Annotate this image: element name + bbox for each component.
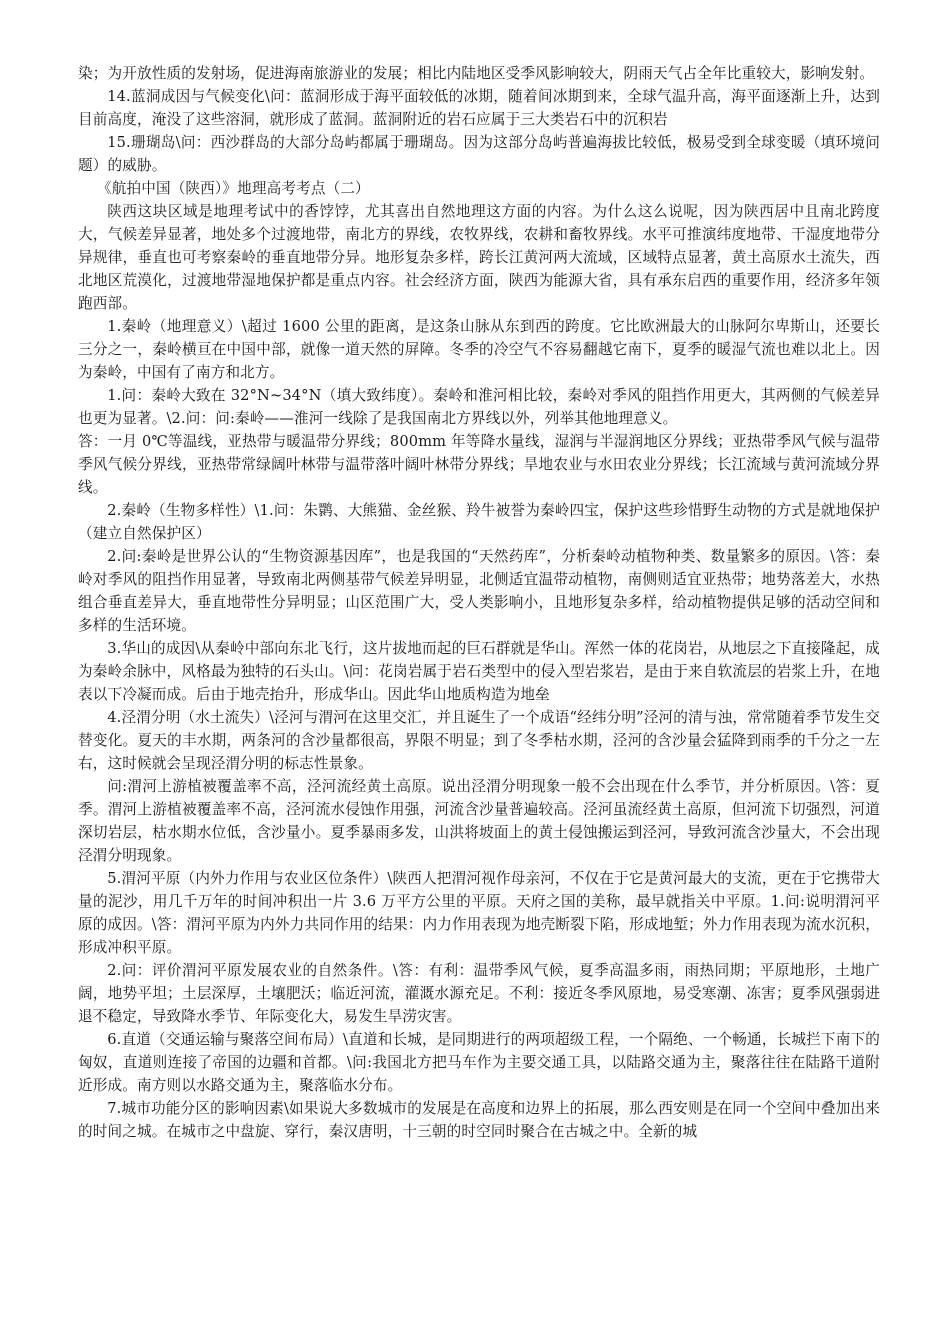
paragraph-weihe-agriculture: 2.问：评价渭河平原发展农业的自然条件。\答：有利：温带季风气候，夏季高温多雨，雨热同期；平原地形，土地广阔，地势平坦；土层深厚，土壤肥沃；临近河流，灌溉水源充足。不利：接近冬季风原地，易受寒潮、冻害；夏季风强弱进退不稳定，导致降水季节、年际变化大，易发生旱涝灾害。	[78, 962, 880, 1025]
paragraph-weihe-plain: 5.渭河平原（内外力作用与农业区位条件）\陕西人把渭河视作母亲河，不仅在于它是黄河最大的支流，更在于它携带大量的泥沙，用几千万年的时间冲积出一片 3.6 万平方公里的平原。天府之国的美称，最早就指关中平原。1.问:说明渭河平原的成因。\答：渭河平原为内外力共同作用的结果：内力作用表现为地壳断裂下陷，形成地堑；外力作用表现为流水沉积，形成冲积平原。	[78, 870, 880, 956]
paragraph-blue-hole: 14.蓝洞成因与气候变化\问：蓝洞形成于海平面较低的冰期，随着间冰期到来，全球气温升高，海平面逐渐上升，达到目前高度，淹没了这些溶洞，就形成了蓝洞。蓝洞附近的岩石应属于三大类岩石中的沉积岩	[78, 88, 880, 128]
section-title-shaanxi: 《航拍中国（陕西）》地理高考考点（二）	[96, 180, 370, 197]
paragraph-shaanxi-intro: 陕西这块区域是地理考试中的香饽饽，尤其喜出自然地理这方面的内容。为什么这么说呢，因为陕西居中且南北跨度大，气候差异显著，地处多个过渡地带，南北方的界线，农牧界线，农耕和畜牧界线。水平可推演纬度地带、干湿度地带分异规律，垂直也可考察秦岭的垂直地带分异。地形复杂多样，跨长江黄河两大流域，区域特点显著，黄土高原水土流失，西北地区荒漠化，过渡地带湿地保护都是重点内容。社会经济方面，陕西为能源大省，具有承东启西的重要作用，经济多年领跑西部。	[78, 203, 880, 312]
paragraph-zhidao-road: 6.直道（交通运输与聚落空间布局）\直道和长城，是同期进行的两项超级工程，一个隔绝、一个畅通，长城拦下南下的匈奴，直道则连接了帝国的边疆和首都。\问:我国北方把马车作为主要交通工具，以陆路交通为主，聚落往往在陆路干道附近形成。南方则以水路交通为主，聚落临水分布。	[78, 1031, 880, 1094]
paragraph-qinling-latitude-question: 1.问：秦岭大致在 32°N~34°N（填大致纬度）。秦岭和淮河相比较，秦岭对季风的阻挡作用更大，其两侧的气候差异也更为显著。\2.问：问:秦岭——淮河一线除了是我国南北方界线以外，列举其他地理意义。	[78, 387, 880, 427]
paragraph-qinling-answer: 答：一月 0℃等温线，亚热带与暖温带分界线；800mm 年等降水量线，湿润与半湿润地区分界线；亚热带季风气候与温带季风气候分界线，亚热带常绿阔叶林带与温带落叶阔叶林带分界线；旱地农业与水田农业分界线；长江流域与黄河流域分界线。	[78, 433, 880, 496]
paragraph-jing-wei-question: 问:渭河上游植被覆盖率不高，泾河流经黄土高原。说出泾渭分明现象一般不会出现在什么季节，并分析原因。\答：夏季。渭河上游植被覆盖率不高，泾河流水侵蚀作用强，河流含沙量普遍较高。泾河虽流经黄土高原，但河流下切强烈，河道深切岩层，枯水期水位低，含沙量小。夏季暴雨多发，山洪将坡面上的黄土侵蚀搬运到泾河，导致河流含沙量大，不会出现泾渭分明现象。	[78, 778, 880, 864]
paragraph-huashan-formation: 3.华山的成因\从秦岭中部向东北飞行，这片拔地而起的巨石群就是华山。浑然一体的花岗岩，从地层之下直接隆起，成为秦岭余脉中，风格最为独特的石头山。\问：花岗岩属于岩石类型中的侵入型岩浆岩，是由于来自软流层的岩浆上升，在地表以下冷凝而成。后由于地壳抬升，形成华山。因此华山地质构造为地垒	[78, 640, 880, 703]
paragraph-gene-bank-question: 2.问:秦岭是世界公认的“生物资源基因库”，也是我国的“天然药库”，分析秦岭动植物种类、数量繁多的原因。\答：秦岭对季风的阻挡作用显著，导致南北两侧基带气候差异明显，北侧适宜温带动植物，南侧则适宜亚热带；地势落差大，水热组合垂直差异大，垂直地带性分异明显；山区范围广大，受人类影响小，且地形复杂多样，给动植物提供足够的活动空间和多样的生活环境。	[78, 548, 880, 634]
paragraph-city-zoning: 7.城市功能分区的影响因素\如果说大多数城市的发展是在高度和边界上的拓展，那么西安则是在同一个空间中叠加出来的时间之城。在城市之中盘旋、穿行，秦汉唐明，十三朝的时空同时聚合在古城之中。全新的城	[78, 1100, 880, 1140]
document-page	[78, 62, 880, 1143]
paragraph-jing-wei-rivers: 4.泾渭分明（水土流失）\泾河与渭河在这里交汇，并且诞生了一个成语“经纬分明”泾河的清与浊，常常随着季节发生交替变化。夏天的丰水期，两条河的含沙量都很高，界限不明显；到了冬季枯水期，泾河的含沙量会猛降到雨季的千分之一左右，这时候就会呈现泾渭分明的标志性景象。	[78, 709, 880, 772]
paragraph-coral-island: 15.珊瑚岛\问：西沙群岛的大部分岛屿都属于珊瑚岛。因为这部分岛屿普遍海拔比较低，极易受到全球变暖（填环境问题）的威胁。	[78, 134, 880, 174]
paragraph-launch-site-end: 染；为开放性质的发射场，促进海南旅游业的发展；相比内陆地区受季风影响较大，阴雨天气占全年比重较大，影响发射。	[78, 65, 875, 82]
paragraph-qinling-biodiversity: 2.秦岭（生物多样性）\1.问：朱鹮、大熊猫、金丝猴、羚牛被誉为秦岭四宝，保护这些珍惜野生动物的方式是就地保护（建立自然保护区）	[78, 502, 880, 542]
paragraph-qinling-significance: 1.秦岭（地理意义）\超过 1600 公里的距离，是这条山脉从东到西的跨度。它比欧洲最大的山脉阿尔卑斯山，还要长三分之一，秦岭横亘在中国中部，就像一道天然的屏障。冬季的冷空气不容易翻越它南下，夏季的暖湿气流也难以北上。因为秦岭，中国有了南方和北方。	[78, 318, 880, 381]
